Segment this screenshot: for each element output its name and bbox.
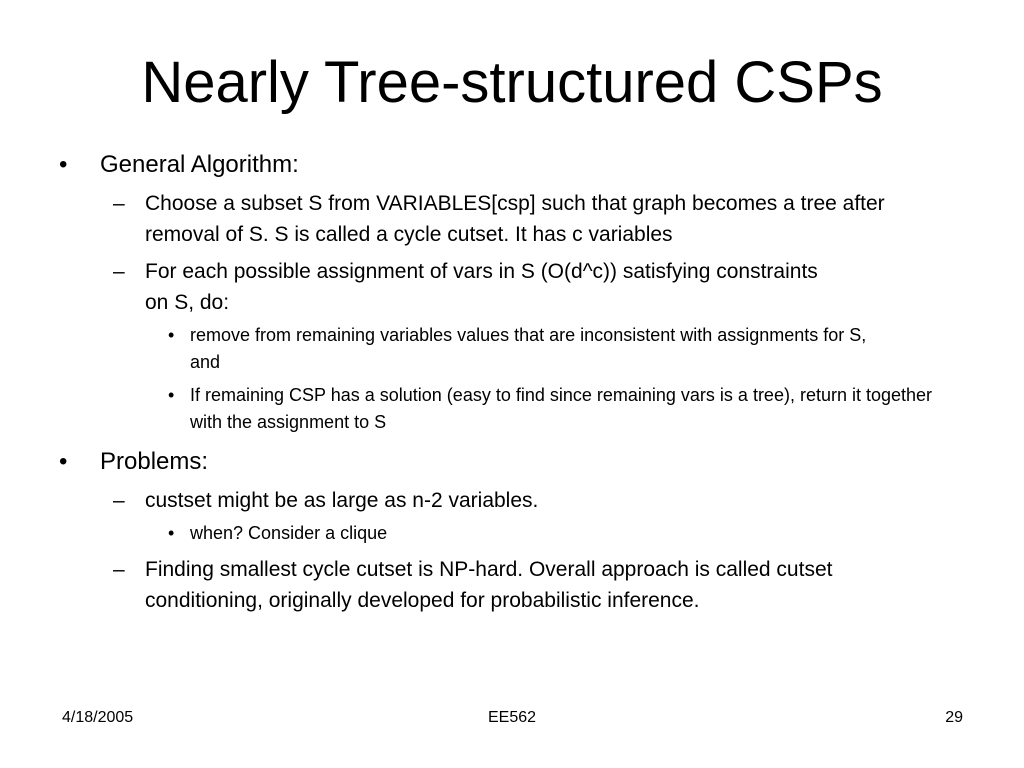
bullet-item: [0, 447, 1024, 477]
sub-sub-bullet-text: remove from remaining variables values that are inconsistent with assignments for S, and: [190, 325, 867, 372]
footer-date: 4/18/2005: [62, 709, 134, 726]
footer-course: EE562: [487, 709, 537, 726]
sub-bullet-item: [0, 554, 1024, 616]
sub-bullet-text: Finding smallest cycle cutset is NP-hard. Overall approach is called cutset conditioning, originally developed for probabilistic inference.: [145, 558, 833, 612]
slide-title: Nearly Tree-structured CSPs: [141, 50, 883, 115]
sub-bullet-text: For each possible assignment of vars in S (O(d^c)) satisfying constraints on S, do:: [145, 260, 818, 314]
footer-page-number: 29: [945, 709, 963, 726]
bullet-text: General Algorithm:: [100, 151, 299, 178]
sub-bullet-text: custset might be as large as n-2 variables.: [145, 489, 539, 512]
bullet-text: Problems:: [100, 448, 209, 475]
sub-sub-bullet-item: [0, 520, 1024, 547]
sub-sub-bullet-item: [0, 322, 1024, 376]
bullet-marker: •: [168, 325, 175, 345]
dash-marker: –: [113, 558, 125, 581]
bullet-marker: •: [59, 151, 68, 178]
dash-marker: –: [113, 192, 125, 215]
dash-marker: –: [113, 260, 125, 283]
sub-bullet-text: Choose a subset S from VARIABLES[csp] such that graph becomes a tree after removal of S. S is called a cycle cutset. It has c variables: [145, 192, 885, 246]
bullet-marker: •: [168, 523, 175, 543]
sub-bullet-item: [0, 256, 1024, 318]
bullet-marker: •: [59, 448, 68, 475]
sub-sub-bullet-text: If remaining CSP has a solution (easy to find since remaining vars is a tree), return it together with the assignment to S: [190, 385, 933, 432]
bullet-item: [0, 150, 1024, 180]
sub-sub-bullet-text: when? Consider a clique: [190, 523, 388, 543]
sub-bullet-item: [0, 485, 1024, 516]
sub-sub-bullet-item: [0, 382, 1024, 436]
sub-bullet-item: [0, 188, 1024, 250]
bullet-marker: •: [168, 385, 175, 405]
dash-marker: –: [113, 489, 125, 512]
